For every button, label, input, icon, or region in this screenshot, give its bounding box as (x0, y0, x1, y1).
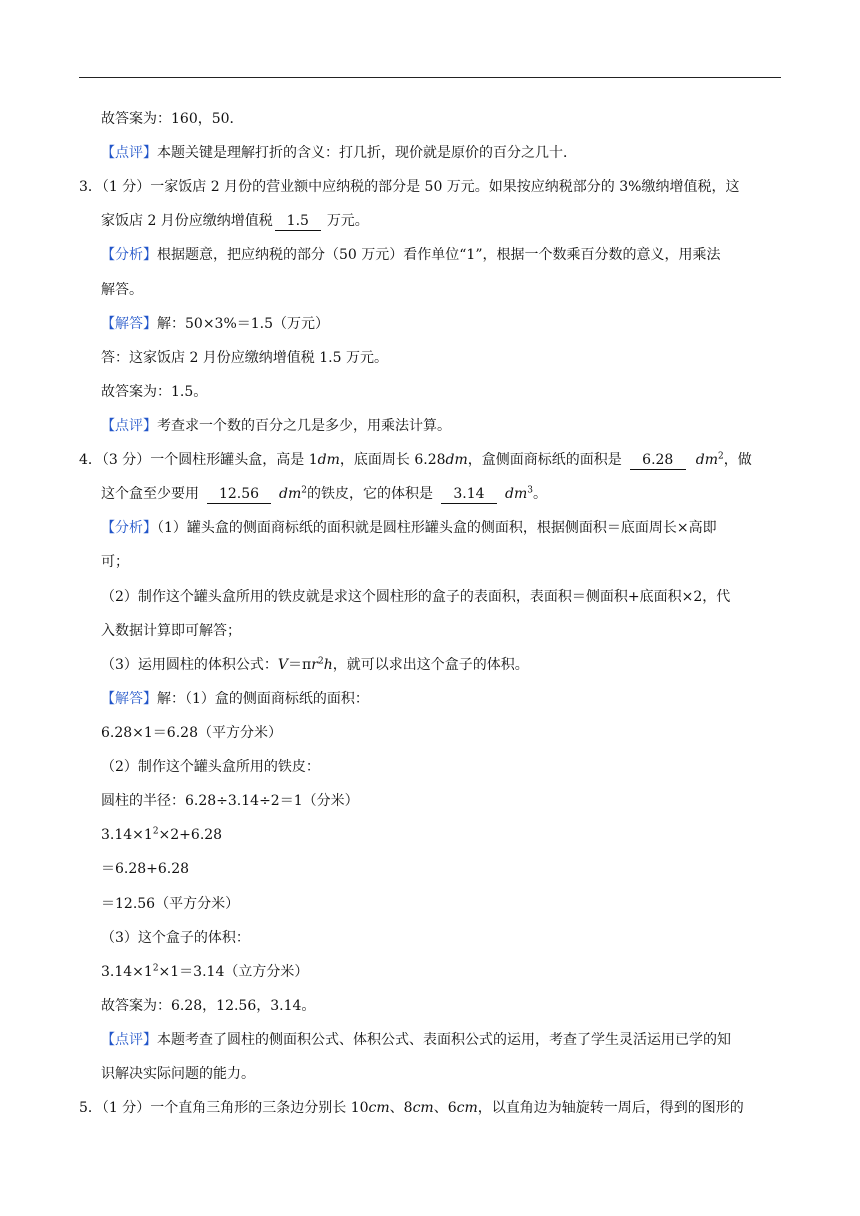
q4-answer: 故答案为：6.28，12.56，3.14。 (101, 998, 316, 1014)
solution-tag: 【解答】 (101, 316, 157, 332)
q3-analysis-line2: 解答。 (101, 282, 143, 298)
answer-blank-1: 6.28 (630, 451, 686, 470)
header-rule (79, 77, 781, 78)
q3-solution-line2: 答：这家饭店 2 月份应缴纳增值税 1.5 万元。 (101, 350, 388, 366)
answer-blank-2: 12.56 (207, 485, 271, 504)
answer-blank: 1.5 (275, 212, 321, 231)
q3-stem-line2: 家饭店 2 月份应缴纳增值税 1.5 万元。 (101, 213, 369, 229)
q4-analysis-line2: 可； (101, 554, 129, 570)
q4-solution-line5: $3.14\times 1^2\times 2+6.28$ (101, 826, 223, 843)
q4-solution-line7: ＝12.56（平方分米） (101, 896, 240, 912)
comment-tag: 【点评】 (101, 145, 157, 161)
q4-solution-line1: 【解答】解：（1）盒的侧面商标纸的面积： (101, 691, 369, 707)
q4-solution-line9: $3.14\times 1^2\times 1=3.14$（立方分米） (101, 963, 309, 980)
q3-comment: 【点评】考查求一个数的百分之几是多少，用乘法计算。 (101, 418, 451, 434)
q3-solution-line1: 【解答】解：50×3%＝1.5（万元） (101, 316, 330, 332)
comment-tag: 【点评】 (101, 1032, 157, 1048)
q4-solution-line2: 6.28×1＝6.28（平方分米） (101, 725, 282, 741)
q3-answer: 故答案为：1.5。 (101, 384, 208, 400)
q3-stem-line1: 3．（1 分）一家饭店 2 月份的营业额中应纳税的部分是 50 万元。如果按应纳税部分的 3%缴纳增值税，这 (79, 179, 740, 195)
q4-solution-line4: 圆柱的半径：6.28÷3.14÷2＝1（分米） (101, 793, 359, 809)
q4-analysis-line5: （3）运用圆柱的体积公式：$V=\pi r^2h$，就可以求出这个盒子的体积。 (101, 656, 529, 673)
q2-comment: 【点评】本题关键是理解打折的含义：打几折，现价就是原价的百分之几十． (101, 145, 577, 161)
question-number: 3． (79, 179, 102, 195)
q3-analysis-line1: 【分析】根据题意，把应纳税的部分（50 万元）看作单位“1”，根据一个数乘百分数的意义，用乘法 (101, 247, 721, 263)
q5-stem-line1: 5．（1 分）一个直角三角形的三条边分别长 10cm、8cm、6cm，以直角边为轴旋转一周后，得到的图形的 (79, 1100, 744, 1116)
question-number: 5． (79, 1100, 102, 1116)
q4-stem-line2: 这个盒至少要用 12.56 $dm^2$的铁皮，它的体积是 3.14 $dm^3$。 (101, 485, 547, 502)
q4-analysis-line4: 入数据计算即可解答； (101, 623, 241, 639)
q4-comment-line2: 识解决实际问题的能力。 (101, 1066, 255, 1082)
solution-tag: 【解答】 (101, 691, 157, 707)
q4-analysis-line3: （2）制作这个罐头盒所用的铁皮就是求这个圆柱形的盒子的表面积，表面积＝侧面积+底面积×2，代 (101, 589, 731, 605)
q2-answer: 故答案为：160，50． (101, 111, 244, 127)
comment-tag: 【点评】 (101, 418, 157, 434)
question-number: 4． (79, 452, 102, 468)
q4-solution-line3: （2）制作这个罐头盒所用的铁皮： (101, 759, 320, 775)
q4-solution-line6: ＝6.28+6.28 (101, 861, 190, 877)
q4-solution-line8: （3）这个盒子的体积： (101, 930, 250, 946)
analysis-tag: 【分析】 (101, 247, 157, 263)
answer-blank-3: 3.14 (441, 485, 497, 504)
q4-stem-line1: 4．（3 分）一个圆柱形罐头盒，高是 1dm，底面周长 6.28dm，盒侧面商标纸的面积是 6.28 $dm^2$，做 (79, 451, 752, 468)
q4-analysis-line1: 【分析】（1）罐头盒的侧面商标纸的面积就是圆柱形罐头盒的侧面积，根据侧面积＝底面周长×高即 (101, 520, 717, 536)
q4-comment-line1: 【点评】本题考查了圆柱的侧面积公式、体积公式、表面积公式的运用，考查了学生灵活运用已学的知 (101, 1032, 731, 1048)
analysis-tag: 【分析】 (101, 520, 157, 536)
